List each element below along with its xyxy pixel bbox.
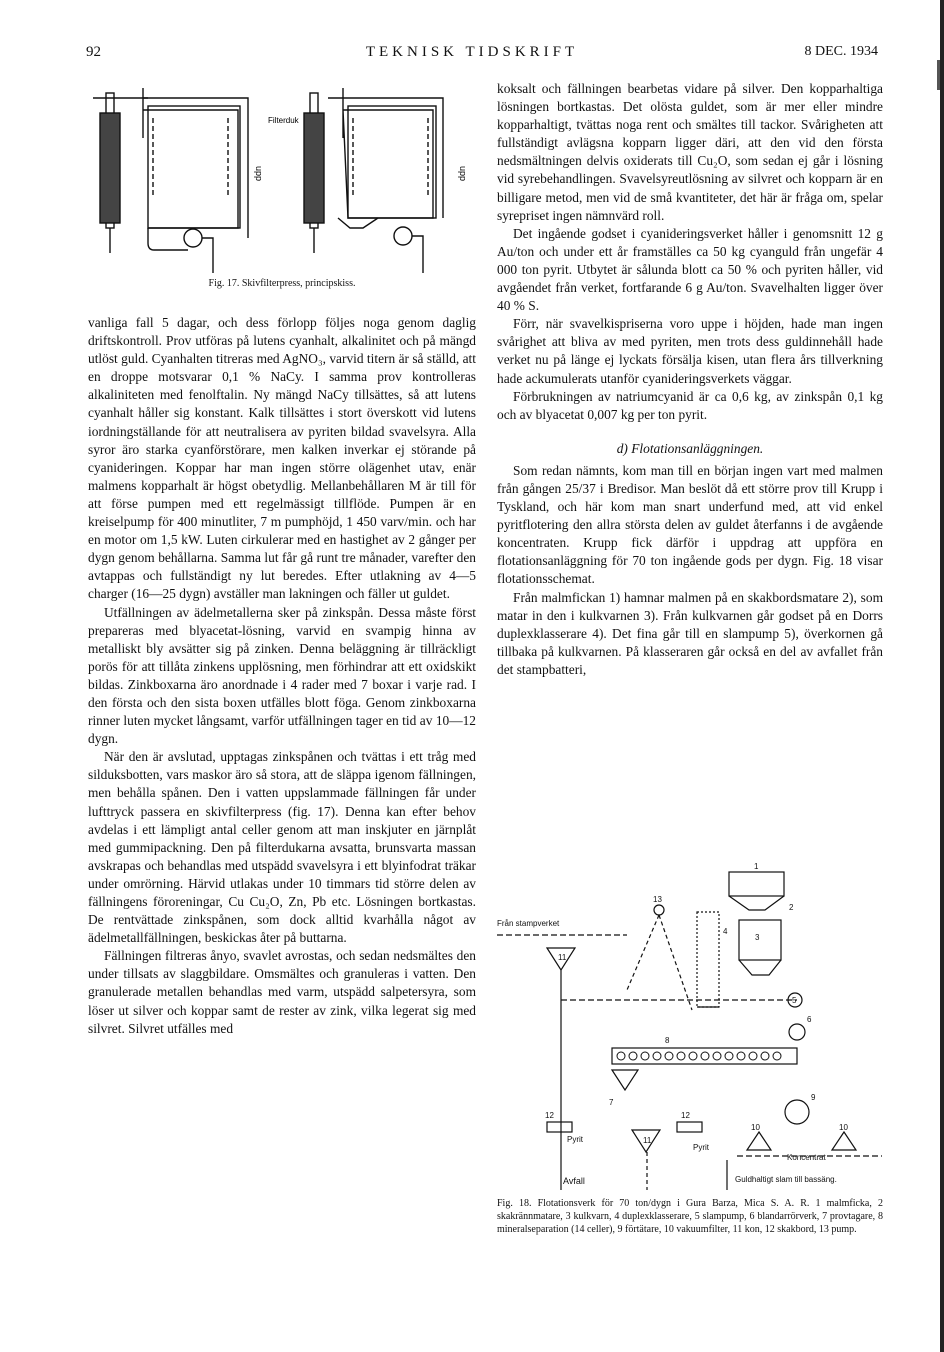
fig18-num-1: 1 xyxy=(754,862,759,871)
figure-17-filter-press-diagram xyxy=(88,78,476,273)
fig18-num-7: 7 xyxy=(609,1098,614,1107)
avfall-label: Avfall xyxy=(563,1176,585,1186)
fig18-num-10b: 10 xyxy=(839,1123,848,1132)
paragraph: Utfällningen av ädelmetallerna sker på zinkspån. Dessa måste först prepareras med blyacetat-lösning, varvid en svampig hinna av metalliskt bly avsätter sig på zinken. Denna beläggning är tillräckligt porös för att tillåta zinkens upplösning, men förhindrar att ett oxidskikt bildas. Zinkboxarna äro anordnade i 4 rader med 7 boxar i varje rad. I den första och den sista boxen utfälles blott föga. Genom zinkboxarna rinner luten mycket långsamt, varför utfällningen tager en tid av 10—12 dygn. xyxy=(88,604,476,747)
paragraph: Förr, när svavelkispriserna voro uppe i höjden, hade man ingen svårighet att bliva av med pyriten, men trots dess guldinnehåll hade verket nu på länge ej lyckats försälja kisen, utan flera års tillverkning hade ackumulerats utanför cyanideringsverkets väggar. xyxy=(497,316,883,386)
upp-label-left: upp xyxy=(254,166,264,182)
fig18-num-12a: 12 xyxy=(545,1111,554,1120)
issue-date: 8 DEC. 1934 xyxy=(804,44,878,59)
left-column xyxy=(88,314,476,1038)
pyrit-label-1: Pyrit xyxy=(567,1135,583,1144)
scan-edge-mark xyxy=(937,60,940,90)
page-header xyxy=(0,44,944,68)
scan-edge xyxy=(940,0,944,1352)
fig18-num-9: 9 xyxy=(811,1093,816,1102)
fig18-num-6: 6 xyxy=(807,1015,812,1024)
journal-title: TEKNISK TIDSKRIFT xyxy=(365,44,579,60)
paragraph: Det ingående godset i cyanideringsverket håller i genomsnitt 12 g Au/ton och under ett år framställes ca 50 kg cyanguld från ungefär 4 000 ton pyrit. Utbytet är sålunda blott ca 50 % och pyriten håller, vid avgåendet från verket, fortfarande 6 g Au/ton. Svavelhalten ligger över 40 % S. xyxy=(497,225,883,314)
right-column xyxy=(497,80,883,679)
fig18-num-3: 3 xyxy=(755,933,760,942)
paragraph: Från malmfickan 1) hamnar malmen på en skakbordsmatare 2), som matar in den i kulkvarnen 3). Från kulkvarnen går godset på en Dorrs duplexklasserare 4). Det fina går till en slampump 5), överkornen gå tillbaka på kulkvarnen. På klasseraren går också en del av avfallet från det stampbatteri, xyxy=(497,589,883,677)
filterduk-label: Filterduk xyxy=(268,116,299,125)
pyrit-label-2: Pyrit xyxy=(693,1143,709,1152)
fig18-num-8: 8 xyxy=(665,1036,670,1045)
fig18-num-11b: 11 xyxy=(643,1136,652,1145)
paragraph: När den är avslutad, upptagas zinkspånen och tvättas i ett tråg med silduksbotten, vars maskor äro så stora, att de släppa igenom fällningen, men behålla spånen. Den i vatten uppslammade fällningen får under lufttryck passera en skivfilterpress (fig. 17). Denna kan efter behov avdelas i ett lämpligt antal celler genom att man inskjuter en järnplåt med gummipackning. Den på filterdukarna avsatta, brunsvarta massan avskrapas och behandlas med utspädd svavelsyra i ett blyinfodrat träkar under omrörning. Härvid utlakas under 10 timmars tid större delen av fällningens föroreningar, Cu Cu₂O, Zn, Pb etc. Lösningen bortkastas. De rentvättade zinkspånen, som dock alltid kvarhålla något av ädelmetallfällningen, beskickas åter på buttarna. xyxy=(88,749,476,946)
fig18-num-2: 2 xyxy=(789,903,794,912)
upp-label-right: upp xyxy=(458,166,468,182)
koncentrat-label: Koncentrat xyxy=(787,1153,826,1162)
paragraph: Fällningen filtreras ånyo, svavlet avrostas, och sedan nedsmältes den under tillsats av slaggbildare. Omsmältes och granuleras i vatten. Den granulerade metallen behandlas med varm, utspädd salpetersyra, som löser ut silver och koppar samt de rester av zink, vilka legerat sig med silvret. Silvret utfälles med xyxy=(88,948,476,1036)
fig18-num-11a: 11 xyxy=(558,953,567,962)
section-heading: d) Flotationsanläggningen. xyxy=(616,440,764,456)
fig18-num-10a: 10 xyxy=(751,1123,760,1132)
paragraph: vanliga fall 5 dagar, och dess förlopp följes noga genom daglig driftskontroll. Prov utföras på lutens cyanhalt, alkalinitet och på mängd utlöst guld. Cyanhalten titreras med AgNO₃, varvid titern är så ställd, att en droppe motsvarar 0,1 % NaCy. I samma prov kontrolleras alkaliniteten med fenolftalin. Ny mängd NaCy tillsättes, så att lutens cyanhalt håller sig konstant. Kalk tillsättes i stort överskott vid lutens iordningställande för att neutralisera av pyriten bildad svavelsyra. Alla syror äro starka cyanförstörare, men kalken inverkar ej störande på cyanideringen. Koppar har man ingen större olägenhet utav, enär malmens kopparhalt är högst obetydlig. Mellanbehållaren M är till för att förse pumpen med ett regelmässigt tillflöde. Pumpen är en kreiselpump för 400 minutliter, 7 m pumphöjd, 1 450 varv/min. och har en motor om 1,5 kW. Luten cirkulerar med en hastighet av 2 gånger per dygn genom behållarna. Samma lut får gå runt tre månader, varefter den avtappas och fullständigt ny lut beredes. Efter utlakning av 4—5 charger (16—25 dygn) avställer man lakningen och fäller ut guldet. xyxy=(88,315,476,602)
paragraph: Som redan nämnts, kom man till en början ingen vart med malmen från gången 25/37 i Bredisor. Man beslöt då ett större prov till Krupp i Tyskland, och här kom man snart underfund med, att vid enkel pyritflotering den allra största delen av guldet återfanns i de avgående koncentraten. Krupp fick därför i uppdrag att uppföra en flotationsanläggning för 70 ton ingående gods per dygn. Fig. 18 visar flotationsschemat. xyxy=(497,462,883,587)
fig18-num-5: 5 xyxy=(792,996,797,1005)
fig18-num-4: 4 xyxy=(723,927,728,936)
figure-18-caption: Fig. 18. Flotationsverk för 70 ton/dygn i Gura Barza, Mica S. A. R. 1 malmficka, 2 skakrännmatare, 3 kulkvarn, 4 duplexklasserare, 5 slampump, 6 blandarrörverk, 7 provtagare, 8 mineralseparation (14 celler), 9 förtätare, 10 vakuumfilter, 11 kon, 12 skakbord, 13 pump. xyxy=(497,1198,883,1235)
figure-18-flotation-diagram xyxy=(497,860,887,1192)
guldhaltigt-label: Guldhaltigt slam till bassäng. xyxy=(735,1175,837,1184)
page-number: 92 xyxy=(86,44,101,60)
fran-stampverket-label: Från stampverket xyxy=(497,919,560,928)
fig18-num-12b: 12 xyxy=(681,1111,690,1120)
fig18-num-13: 13 xyxy=(653,895,662,904)
paragraph: koksalt och fällningen bearbetas vidare på silver. Den kopparhaltiga lösningen bortkastas. Det olösta guldet, som är mer eller mindre kopparhaltigt, tvättas noga rent och smältes till tackor. Svårigheten att fullständigt avlägsna kopparn ligger däri, att den vid den första nedsmältningen delvis oxiderats till Cu₂O, som sedan ej går i lösning vid syrebehandlingen. Svavelsyreutlösning av silvret och kopparn är en billigare metod, men vid de små kvantiteter, det här är fråga om, spelar syrepriset ingen nämnvärd roll. xyxy=(497,81,883,223)
figure-17-caption: Fig. 17. Skivfilterpress, principskiss. xyxy=(208,278,356,289)
paragraph: Förbrukningen av natriumcyanid är ca 0,6 kg, av zinkspån 0,1 kg och av blyacetat 0,007 kg per ton pyrit. xyxy=(497,388,883,422)
